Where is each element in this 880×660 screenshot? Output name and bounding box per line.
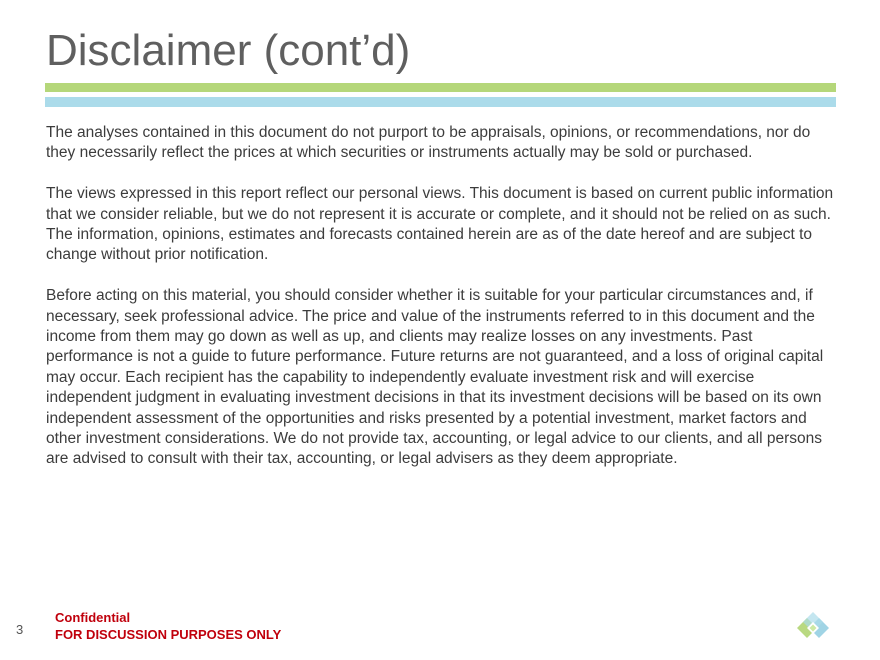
diamond-logo-icon (793, 608, 833, 648)
disclaimer-body (46, 123, 836, 490)
disclaimer-paragraph-2: The views expressed in this report reflect our personal views. This document is based on current public information that we consider reliable, but we do not represent it is accurate or complete, and it should not be relied on as such. The information, opinions, estimates and forecasts contained herein are as of the date hereof and are subject to change without prior notification. (46, 185, 834, 264)
confidential-footer (55, 609, 281, 643)
disclaimer-paragraph-1: The analyses contained in this document do not purport to be appraisals, opinions, or recommendations, nor do they necessarily reflect the prices at which securities or instruments actually may be sold or purchased. (46, 124, 811, 162)
disclaimer-paragraph-3: Before acting on this material, you should consider whether it is suitable for your particular circumstances and, if necessary, seek professional advice. The price and value of the instruments referred to in this document and the income from them may go down as well as up, and clients may realize losses on any investments. Past performance is not a guide to future performance. Future returns are not guaranteed, and a loss of original capital may occur. Each recipient has the capability to independently evaluate investment risk and will exercise independent judgment in evaluating investment decisions in that its investment decisions will be based on its own independent assessment of the opportunities and risks presented by a potential investment, market factors and other investment considerations. We do not provide tax, accounting, or legal advice to our clients, and all persons are advised to consult with their tax, accounting, or legal advisers as they deem appropriate. (46, 287, 824, 468)
title-divider-green (45, 83, 836, 92)
page-title: Disclaimer (cont’d) (46, 26, 411, 75)
page-number: 3 (16, 622, 24, 637)
discussion-purposes-label: FOR DISCUSSION PURPOSES ONLY (55, 627, 282, 642)
title-divider-blue (45, 97, 836, 107)
confidential-label: Confidential (55, 610, 131, 625)
